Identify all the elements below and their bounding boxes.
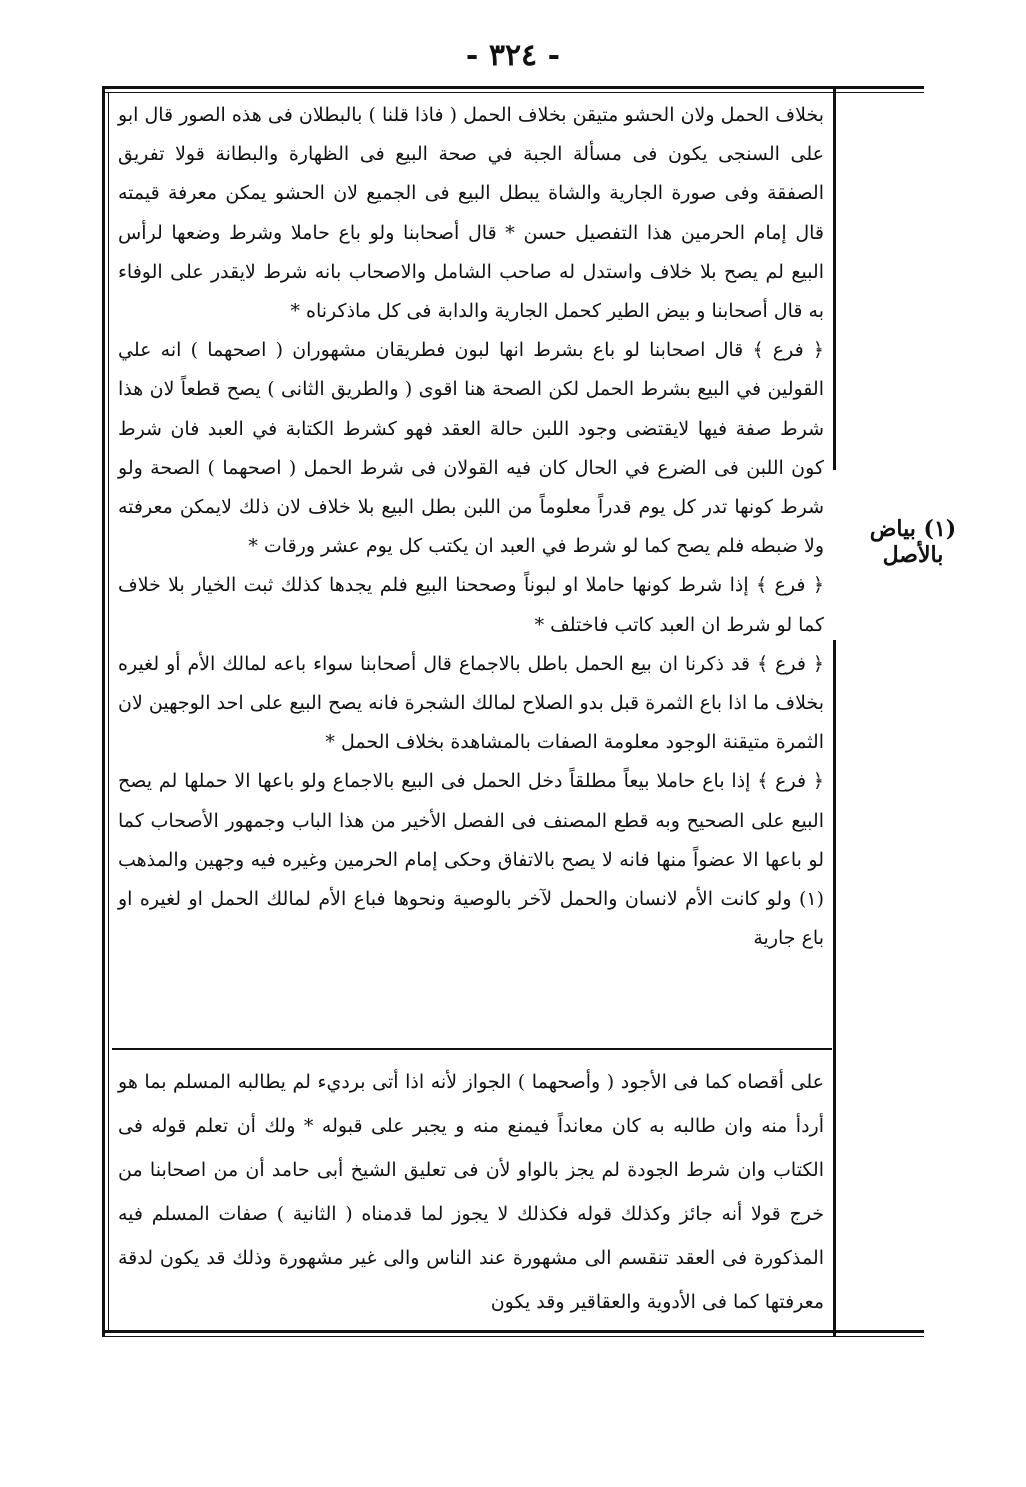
lower-text	[118, 1060, 824, 1324]
frame-left-thin	[108, 92, 109, 1332]
bottom-rule-thin	[102, 1336, 924, 1337]
main-paragraph: ﴿ فرع ﴾ قال اصحابنا لو باع بشرط انها لبون فطريقان مشهوران ( اصحهما ) انه علي القولين في البيع بشرط الحمل لكن الصحة هنا اقوى ( والطريق الثانى ) يصح قطعاً لان هذا شرط صفة فيها لايقتضى وجود اللبن حالة العقد فهو كشرط الكتابة في العبد فان شرط كون اللبن فى الضرع في الحال كان فيه القولان فى شرط الحمل ( اصحهما ) الصحة ولو شرط كونها تدر كل يوم قدراً معلوماً من اللبن بطل البيع بلا خلاف لان ذلك لايمكن معرفته ولا ضبطه فلم يصح كما لو شرط في العبد ان يكتب كل يوم عشر ورقات *	[118, 339, 824, 558]
lower-paragraph: على أقصاه كما فى الأجود ( وأصحهما ) الجواز لأنه اذا أتى برديء لم يطالبه المسلم بما هو أردأ منه وان طالبه به كان معانداً فيمنع منه و يجبر على قبوله * ولك أن تعلم قوله فى الكتاب وان شرط الجودة لم يجز بالواو لأن فى تعليق الشيخ أبى حامد أن من اصحابنا من خرج قولا أنه جائز وكذلك قوله فكذلك لا يجوز لما قدمناه ( الثانية ) صفات المسلم فيه المذكورة فى العقد تنقسم الى مشهورة عند الناس والى غير مشهورة وذلك قد يكون لدقة معرفتها كما فى الأدوية والعقاقير وقد يكون	[118, 1071, 824, 1313]
main-paragraph: بخلاف الحمل ولان الحشو متيقن بخلاف الحمل ( فاذا قلنا ) بالبطلان فى هذه الصور قال ابو على السنجى يكون فى مسألة الجبة في صحة البيع فى الظهارة والبطانة قولا تفريق الصفقة وفى صورة الجارية والشاة يبطل البيع فى الجميع لان الحشو يمكن معرفة قيمته قال إمام الحرمين هذا التفصيل حسن * قال أصحابنا ولو باع حاملا وشرط وضعها لرأس البيع لم يصح بلا خلاف واستدل له صاحب الشامل والاصحاب بانه شرط لايقدر على الوفاء به قال أصحابنا و بيض الطير كحمل الجارية والدابة فى كل ماذكرناه *	[118, 104, 824, 323]
frame-right-top	[833, 86, 836, 470]
frame-right-bottom	[833, 640, 836, 1336]
page-number: - ٣٢٤ -	[465, 38, 561, 73]
top-rule-thin	[102, 92, 924, 93]
main-text	[118, 96, 824, 958]
bottom-rule	[102, 1330, 924, 1333]
frame-left	[102, 86, 105, 1336]
section-divider	[112, 1048, 832, 1050]
main-paragraph: ﴿ فرع ﴾ إذا شرط كونها حاملا او لبوناً وصححنا البيع فلم يجدها كذلك ثبت الخيار بلا خلاف كما لو شرط ان العبد كاتب فاختلف *	[118, 574, 824, 636]
main-paragraph: ﴿ فرع ﴾ إذا باع حاملا بيعاً مطلقاً دخل الحمل فى البيع بالاجماع ولو باعها الا حملها لم يصح البيع على الصحيح وبه قطع المصنف فى الفصل الأخير من هذا الباب وجمهور الأصحاب كما لو باعها الا عضواً منها فانه لا يصح بالاتفاق وحكى إمام الحرمين وغيره فيه وجهين والمذهب (١) ولو كانت الأم لانسان والحمل لآخر بالوصية ونحوها فباع الأم لمالك الحمل او لغيره او باع جارية	[118, 770, 824, 950]
main-paragraph: ﴿ فرع ﴾ قد ذكرنا ان بيع الحمل باطل بالاجماع قال أصحابنا سواء باعه لمالك الأم أو لغيره بخلاف ما اذا باع الثمرة قبل بدو الصلاح لمالك الشجرة فانه يصح البيع على احد الوجهين لان الثمرة متيقنة الوجود معلومة الصفات بالمشاهدة بخلاف الحمل *	[118, 652, 824, 754]
margin-note: (١) بياض بالأصل	[869, 516, 957, 568]
top-rule	[102, 86, 924, 89]
